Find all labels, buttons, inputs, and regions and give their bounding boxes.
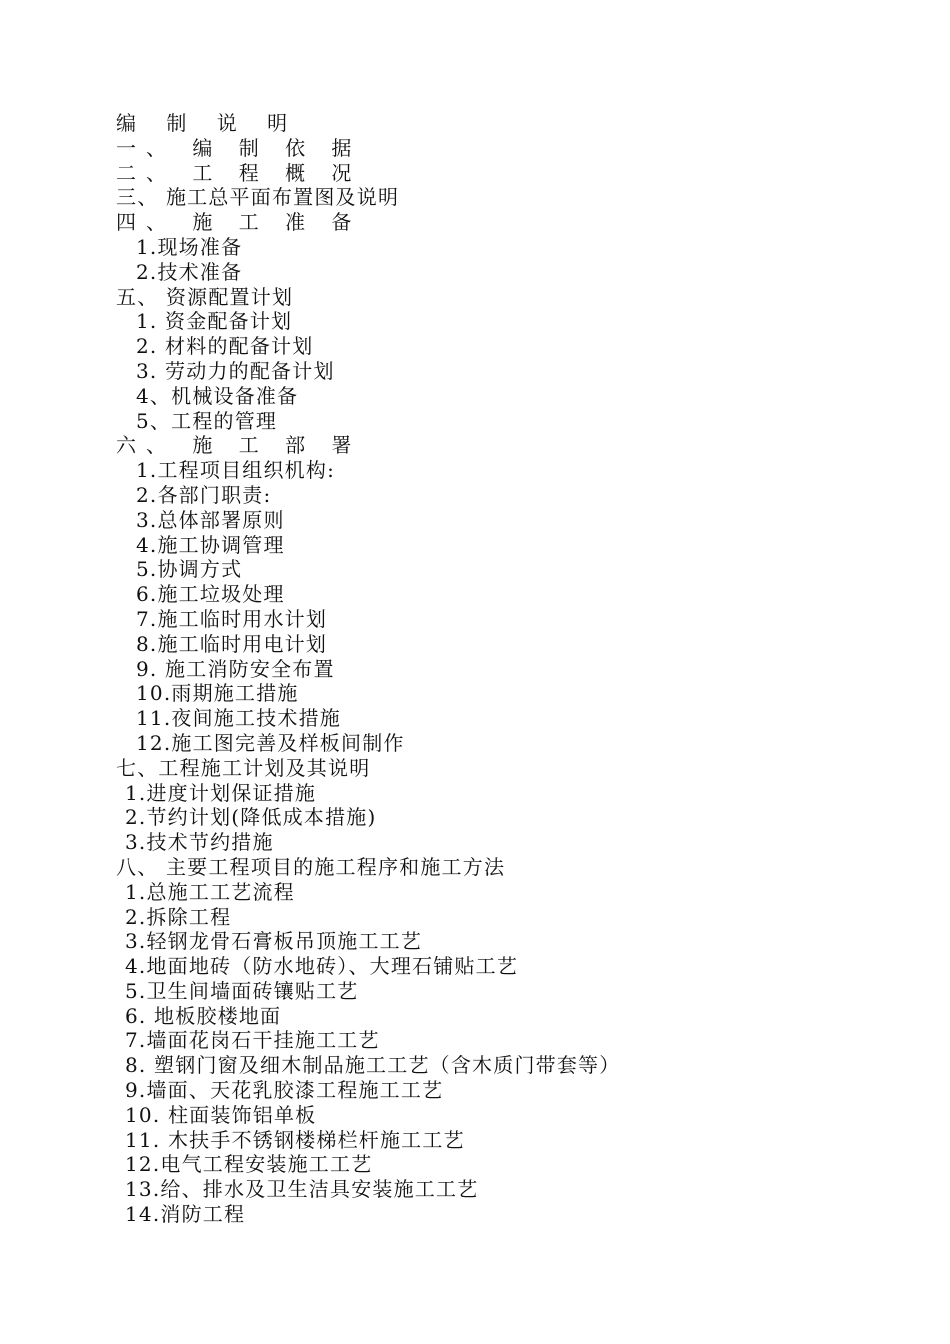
toc-section-heading: 七、工程施工计划及其说明 [116,755,371,780]
toc-subsection: 4.施工协调管理 [136,532,285,557]
toc-subsection: 4.地面地砖（防水地砖）、大理石铺贴工艺 [125,954,519,979]
toc-subsection: 13.给、排水及卫生洁具安装施工工艺 [125,1177,479,1202]
toc-section-heading: 三、 施工总平面布置图及说明 [116,185,400,210]
toc-subsection: 12.电气工程安装施工工艺 [125,1152,373,1177]
toc-section-heading: 一、 编 制 依 据 [116,135,362,160]
toc-subsection: 7.施工临时用水计划 [136,606,328,631]
toc-subsection: 1.总施工工艺流程 [125,879,295,904]
toc-subsection: 2.拆除工程 [125,904,232,929]
toc-subsection: 3. 劳动力的配备计划 [136,358,335,383]
toc-subsection: 9.墙面、天花乳胶漆工程施工工艺 [125,1078,444,1103]
toc-section-heading: 二、 工 程 概 况 [116,160,362,185]
toc-subsection: 5、工程的管理 [136,408,278,433]
toc-items [116,136,620,1227]
toc-subsection: 9. 施工消防安全布置 [136,656,335,681]
toc-subsection: 1.现场准备 [136,234,243,259]
toc-subsection: 6.施工垃圾处理 [136,582,285,607]
toc-subsection: 11.夜间施工技术措施 [136,706,342,731]
toc-subsection: 8. 塑钢门窗及细木制品施工工艺（含木质门带套等） [125,1053,621,1078]
toc-subsection: 7.墙面花岗石干挂施工工艺 [125,1028,380,1053]
toc-subsection: 1.进度计划保证措施 [125,780,317,805]
toc-subsection: 3.总体部署原则 [136,507,285,532]
toc-subsection: 6. 地板胶楼地面 [125,1003,282,1028]
toc-subsection: 10.雨期施工措施 [136,681,299,706]
toc-subsection: 3.技术节约措施 [125,830,274,855]
toc-section-heading: 六、 施 工 部 署 [116,433,362,458]
toc-subsection: 8.施工临时用电计划 [136,631,328,656]
toc-subsection: 4、机械设备准备 [136,383,299,408]
toc-subsection: 12.施工图完善及样板间制作 [136,730,405,755]
toc-subsection: 10. 柱面装饰铝单板 [125,1102,317,1127]
toc-subsection: 14.消防工程 [125,1202,246,1227]
toc-section-heading: 八、 主要工程项目的施工程序和施工方法 [116,854,506,879]
toc-subsection: 2.节约计划(降低成本措施) [125,805,377,830]
toc-title: 编 制 说 明 [116,111,300,135]
toc-subsection: 2. 材料的配备计划 [136,334,314,359]
toc-subsection: 1. 资金配备计划 [136,309,293,334]
toc-subsection: 2.各部门职责: [136,482,272,507]
toc-subsection: 2.技术准备 [136,259,243,284]
table-of-contents [116,111,620,1227]
toc-subsection: 1.工程项目组织机构: [136,458,336,483]
toc-subsection: 3.轻钢龙骨石膏板吊顶施工工艺 [125,929,423,954]
toc-section-heading: 五、 资源配置计划 [116,284,294,309]
toc-subsection: 5.卫生间墙面砖镶贴工艺 [125,978,359,1003]
toc-subsection: 11. 木扶手不锈钢楼梯栏杆施工工艺 [125,1127,465,1152]
toc-subsection: 5.协调方式 [136,557,243,582]
toc-section-heading: 四、 施 工 准 备 [116,210,362,235]
